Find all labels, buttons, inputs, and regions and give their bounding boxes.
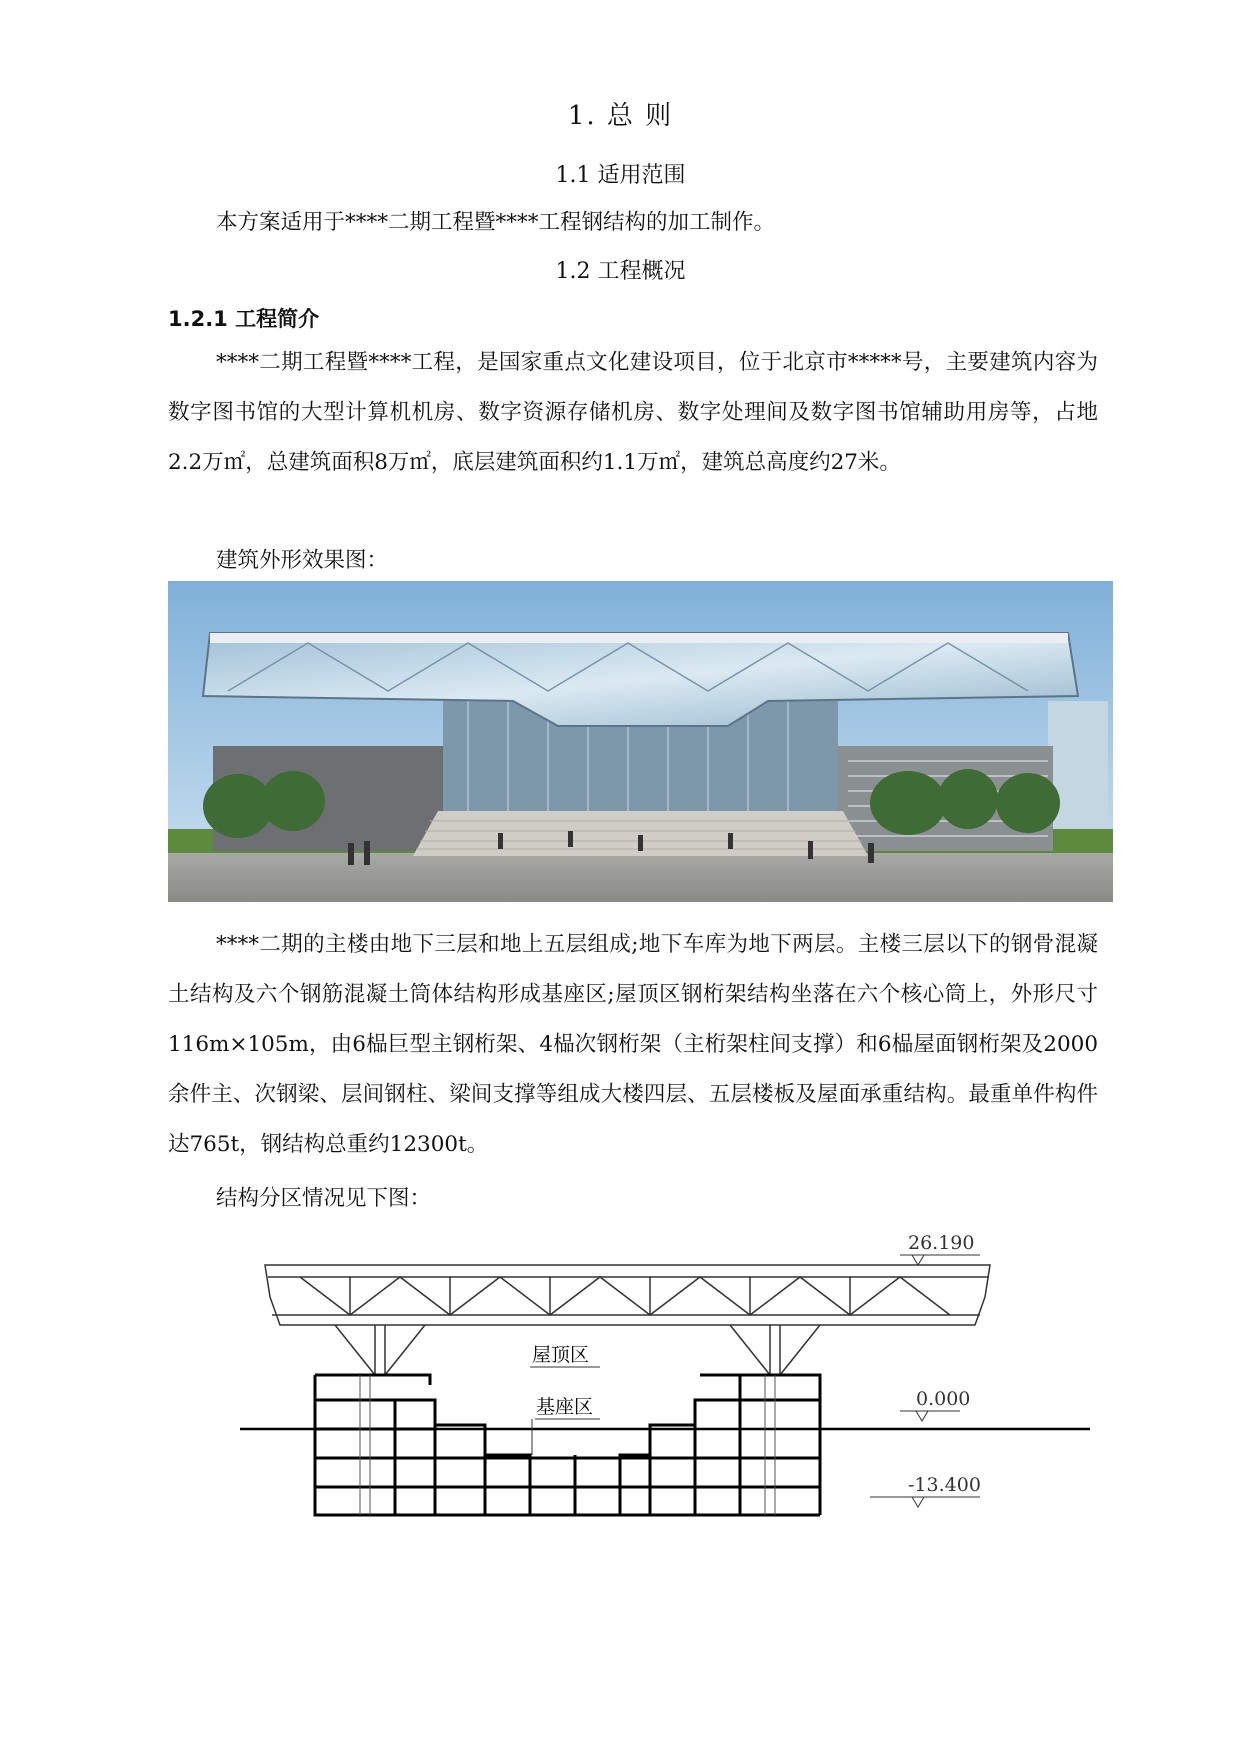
subsection-title-intro: 1.2.1 工程简介 xyxy=(168,307,320,331)
elevation-ground-label: 0.000 xyxy=(916,1388,971,1410)
elevation-top-label: 26.190 xyxy=(908,1232,975,1254)
structure-zoning-diagram xyxy=(240,1225,1090,1555)
structure-paragraph: ****二期的主楼由地下三层和地上五层组成;地下车库为地下两层。主楼三层以下的钢骨混凝土结构及六个钢筋混凝土筒体结构形成基座区;屋顶区钢桁架结构坐落在六个核心筒上，外形尺寸116m×105m，由6榀巨型主钢桁架、4榀次钢桁架（主桁架柱间支撑）和6榀屋面钢桁架及2000余件主、次钢梁、层间钢柱、梁间支撑等组成大楼四层、五层楼板及屋面承重结构。最重单件构件达765t，钢结构总重约12300t。 xyxy=(168,932,1098,1157)
section-title-overview: 1.2 工程概况 xyxy=(555,259,686,284)
rendering-caption: 建筑外形效果图： xyxy=(216,548,389,573)
intro-paragraph: ****二期工程暨****工程，是国家重点文化建设项目，位于北京市*****号，主要建筑内容为数字图书馆的大型计算机机房、数字资源存储机房、数字处理间及数字图书馆辅助用房等，占地2.2万㎡，总建筑面积8万㎡，底层建筑面积约1.1万㎡，建筑总高度约27米。 xyxy=(168,350,1098,475)
roof-truss xyxy=(265,1265,990,1375)
elevation-bottom-label: -13.400 xyxy=(908,1474,981,1496)
scope-text: 本方案适用于****二期工程暨****工程钢结构的加工制作。 xyxy=(216,210,776,235)
diagram-caption: 结构分区情况见下图： xyxy=(216,1186,432,1211)
roof-zone-label: 屋顶区 xyxy=(532,1344,590,1366)
chapter-title: 1. 总 则 xyxy=(567,101,674,131)
section-title-scope: 1.1 适用范围 xyxy=(555,163,686,188)
base-zone-label: 基座区 xyxy=(536,1396,594,1418)
building-rendering-image xyxy=(168,581,1113,902)
